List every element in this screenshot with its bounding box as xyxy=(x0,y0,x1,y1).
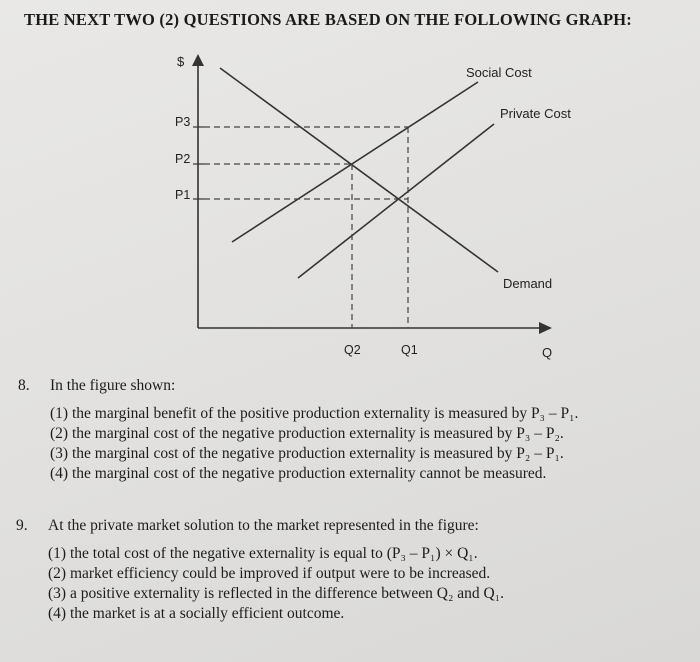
private-cost-label: Private Cost xyxy=(500,106,571,121)
q2-label: Q2 xyxy=(344,343,361,357)
section-heading: THE NEXT TWO (2) QUESTIONS ARE BASED ON THE FOLLOWING GRAPH: xyxy=(24,10,632,29)
answer-option[interactable]: (4) the marginal cost of the negative production externality cannot be measured. xyxy=(50,465,547,482)
question-number: 9. xyxy=(16,517,28,534)
question-stem: In the figure shown: xyxy=(50,377,176,394)
x-axis-arrow xyxy=(539,322,552,334)
y-axis-arrow xyxy=(192,54,204,66)
question-number: 8. xyxy=(18,377,30,394)
social-cost-label: Social Cost xyxy=(466,65,532,80)
question-stem: At the private market solution to the market represented in the figure: xyxy=(48,517,479,534)
p1-label: P1 xyxy=(175,188,191,202)
demand-label: Demand xyxy=(503,276,553,291)
answer-option[interactable]: (1) the total cost of the negative externality is equal to (P₃ – P₁) × Q₁. xyxy=(48,545,478,562)
q1-label: Q1 xyxy=(401,343,418,357)
answer-option[interactable]: (3) the marginal cost of the negative production externality is measured by P₂ – P₁. xyxy=(50,445,564,462)
answer-option[interactable]: (1) the marginal benefit of the positive production externality is measured by P₃ – P₁. xyxy=(50,405,579,422)
answer-option[interactable]: (2) market efficiency could be improved if output were to be increased. xyxy=(48,565,491,582)
answer-option[interactable]: (2) the marginal cost of the negative production externality is measured by P₃ – P₂. xyxy=(50,425,564,442)
p2-label: P2 xyxy=(175,152,191,166)
answer-option[interactable]: (3) a positive externality is reflected in the difference between Q₂ and Q₁. xyxy=(48,585,504,602)
p3-label: P3 xyxy=(175,115,191,129)
y-axis-label: $ xyxy=(177,54,185,69)
answer-option[interactable]: (4) the market is at a socially efficient outcome. xyxy=(48,605,345,622)
social-cost-curve xyxy=(232,82,478,242)
demand-curve xyxy=(220,68,498,272)
x-axis-label: Q xyxy=(542,345,553,360)
